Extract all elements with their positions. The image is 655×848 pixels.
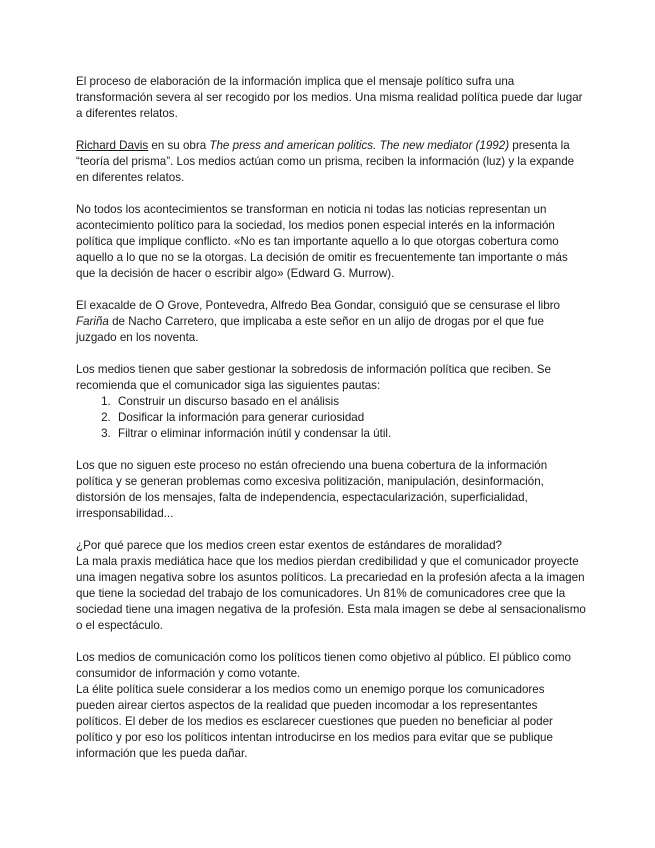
paragraph-8b: La élite política suele considerar a los medios como un enemigo porque los comunicadores pueden airear ciertos aspectos de la realidad que pueden incomodar a los representantes políticos. El deber de los medios es esclarecer cuestiones que pueden no beneficiar al poder político y por eso los políticos intentan introducirse en los medios para evitar que se publique información que les pueda dañar. (76, 683, 553, 760)
paragraph-4-b: de Nacho Carretero, que implicaba a este señor en un alijo de drogas por el que fue juzgado en los noventa. (76, 315, 544, 344)
paragraph-8a: Los medios de comunicación como los políticos tienen como objetivo al público. El público como consumidor de información y como votante. (76, 651, 571, 680)
paragraph-4 (76, 298, 586, 346)
paragraph-2-mid: en su obra (148, 139, 210, 152)
guidelines-list (76, 394, 586, 442)
paragraph-2 (76, 138, 586, 186)
author-name: Richard Davis (76, 139, 149, 152)
book-title: The press and american politics. The new mediator (1992) (209, 139, 510, 152)
paragraph-3: No todos los acontecimientos se transforman en noticia ni todas las noticias representan un acontecimiento político para la sociedad, los medios ponen especial interés en la información política que implique conflicto. «No es tan importante aquello a lo que otorgas cobertura como aquello a lo que no se la otorgas. La decisión de omitir es frecuentemente tan importante o más que la decisión de hacer o escribir algo» (Edward G. Murrow). (76, 203, 568, 280)
paragraph-4-a: El exacalde de O Grove, Pontevedra, Alfredo Bea Gondar, consiguió que se censurase el libro (76, 299, 561, 312)
list-item: 3. Filtrar o eliminar información inútil y condensar la útil. (114, 426, 586, 442)
list-item: 2. Dosificar la información para generar curiosidad (114, 410, 586, 426)
paragraph-2-rest: presenta la “teoría del prisma”. Los medios actúan como un prisma, reciben la información (luz) y la expande en diferentes relatos. (76, 139, 575, 184)
list-item: 1. Construir un discurso basado en el análisis (114, 394, 586, 410)
paragraph-5: Los medios tienen que saber gestionar la sobredosis de información política que reciben. Se recomienda que el comunicador siga las siguientes pautas: (76, 363, 551, 392)
paragraph-7: La mala praxis mediática hace que los medios pierdan credibilidad y que el comunicador proyecte una imagen negativa sobre los asuntos políticos. La precariedad en la profesión afecta a la imagen que tiene la sociedad del trabajo de los comunicadores. Un 81% de comunicadores cree que la sociedad tiene una imagen negativa de la profesión. Esta mala imagen se debe al sensacionalismo o el espectáculo. (76, 555, 586, 632)
paragraph-7-question: ¿Por qué parece que los medios creen estar exentos de estándares de moralidad? (76, 539, 503, 552)
paragraph-1: El proceso de elaboración de la información implica que el mensaje político sufra una transformación severa al ser recogido por los medios. Una misma realidad política puede dar lugar a diferentes relatos. (76, 75, 583, 120)
book-title-farina: Fariña (76, 315, 109, 328)
paragraph-6: Los que no siguen este proceso no están ofreciendo una buena cobertura de la información política y se generan problemas como excesiva politización, manipulación, desinformación, distorsión de los mensajes, falta de independencia, espectacularización, superficialidad, irresponsabilidad... (76, 459, 548, 520)
document-page (76, 74, 586, 778)
